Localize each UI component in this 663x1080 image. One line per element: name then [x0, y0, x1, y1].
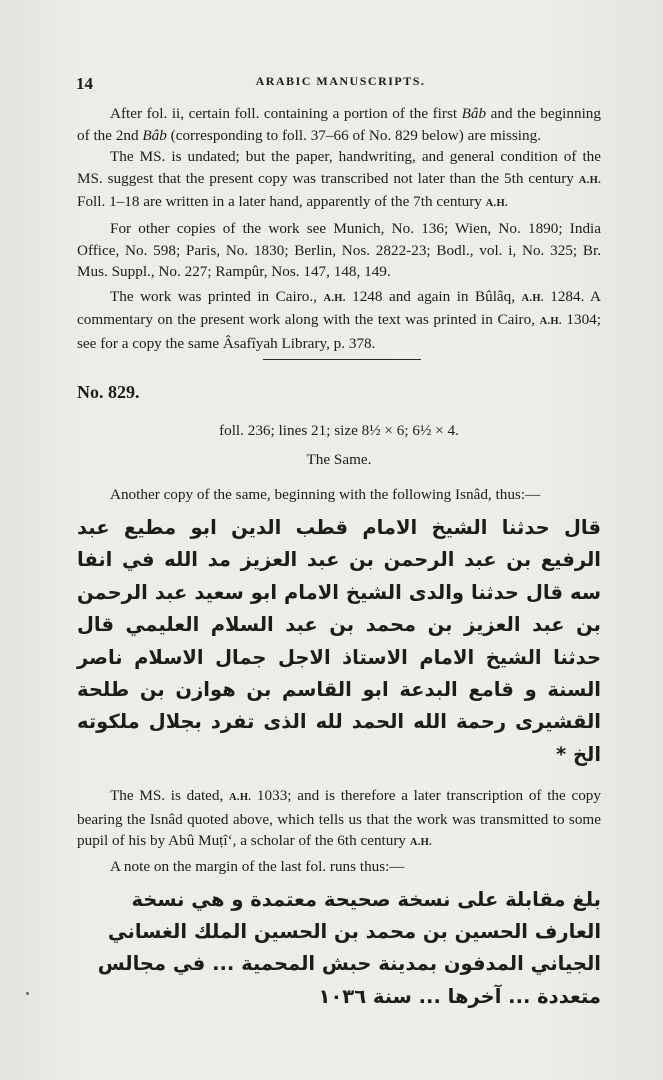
page-header	[76, 70, 605, 94]
the-same-label: The Same.	[306, 450, 372, 468]
entry-heading: No. 829.	[77, 381, 140, 402]
arabic-isnad-text: قال حدثنا الشيخ الامام قطب الدين ابو مطيع عبد الرفيع بن عبد الرحمن بن عبد العزيز مد الله في انفا سه قال حدثنا والدى الشيخ الامام ابو سعيد عبد الرحمن بن عبد العزيز بن محمد بن عبد السلام العليمي قال حدثنا الشيخ الامام الاستاذ الاجل جمال الاسلام ناصر السنة و قامع البدعة ابو القاسم بن هوازن بن طلحة القشيرى رحمة الله الحمد لله الذى تفرد بجلال ملكوته الخ *	[77, 515, 601, 766]
arabic-margin-note: بلغ مقابلة على نسخة صحيحة معتمدة و هي نسخة العارف الحسين بن محمد بن الحسين الملك الغساني الجياني المدفون بمدينة حبش المحمية ... في مجالس متعددة ... آخرها ... سنة ١٠٣٦	[97, 887, 601, 1008]
paragraph-printed-editions: The work was printed in Cairo., A.H. 1248 and again in Bûlâq, A.H. 1284. A commentary on the present work along with the text was printed in Cairo, A.H. 1304; see for a copy the same Âsafîyah Library, p. 378.	[77, 287, 601, 352]
running-head: ARABIC MANUSCRIPTS.	[255, 74, 426, 88]
paragraph-margin-note-intro: A note on the margin of the last fol. runs thus:—	[110, 857, 405, 875]
paragraph-isnad-intro: Another copy of the same, beginning with the following Isnâd, thus:—	[110, 486, 541, 504]
foll-description: foll. 236; lines 21; size 8½ × 6; 6½ × 4.	[219, 422, 459, 440]
paragraph-other-copies: For other copies of the work see Munich, No. 136; Wien, No. 1890; India Office, No. 598; Paris, No. 1830; Berlin, Nos. 2822-23; Bodl., vol. i, No. 325; Br. Mus. Suppl., No. 227; Rampûr, Nos. 147, 148, 149.	[77, 219, 601, 281]
page-speck	[26, 992, 29, 995]
paragraph-missing-folios: After fol. ii, certain foll. containing a portion of the first Bâb and the beginning of the 2nd Bâb (corresponding to foll. 37–66 of No. 829 below) are missing.	[77, 105, 601, 144]
section-divider	[263, 359, 421, 360]
paragraph-dating: The MS. is undated; but the paper, handwriting, and general condition of the MS. suggest that the present copy was transcribed not later than the 5th century A.H. Foll. 1–18 are written in a later hand, apparently of the 7th century A.H.	[77, 148, 601, 211]
paragraph-dated-copy: The MS. is dated, A.H. 1033; and is therefore a later transcription of the copy bearing the Isnâd quoted above, which tells us that the work was transmitted to some pupil of his by Abû Muṭî‘, a scholar of the 6th century A.H.	[77, 787, 601, 850]
page-body	[77, 103, 601, 1013]
page-number: 14	[76, 74, 93, 93]
